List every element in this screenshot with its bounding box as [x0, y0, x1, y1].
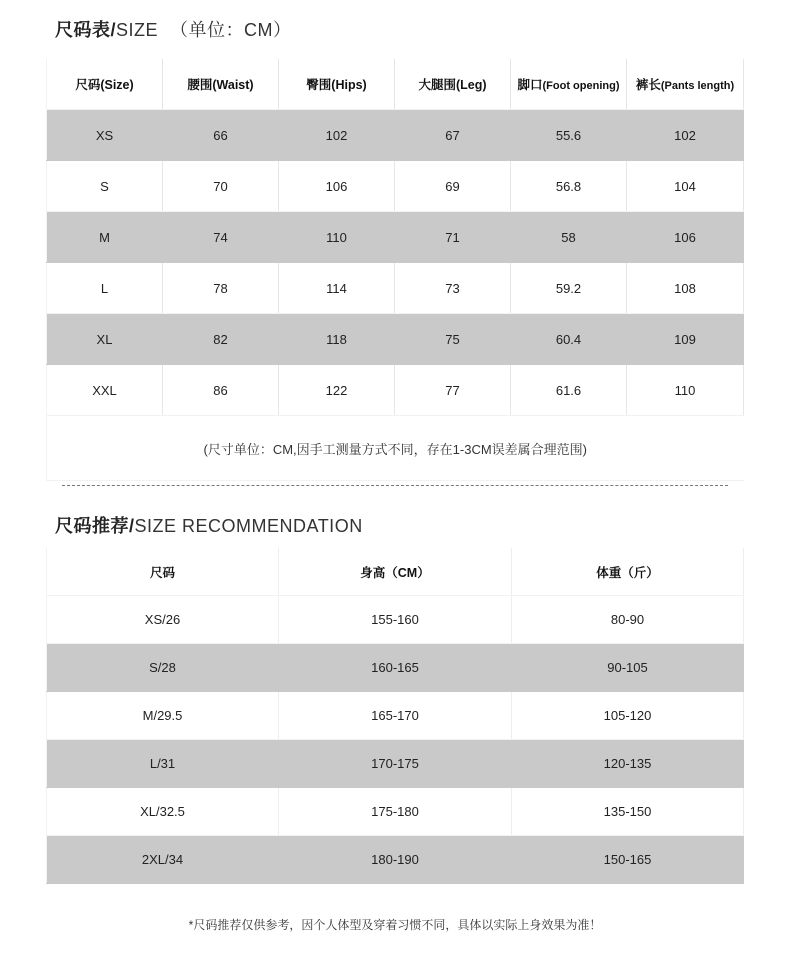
- size-chart-cell: XXL: [47, 365, 163, 416]
- size-chart-row: [47, 212, 744, 263]
- size-chart-cell: 109: [627, 314, 744, 365]
- recommendation-row: [47, 644, 744, 692]
- size-chart-cell: 75: [395, 314, 511, 365]
- size-chart-cell: 74: [163, 212, 279, 263]
- size-chart-cell: 102: [627, 110, 744, 161]
- size-chart-cell: 106: [279, 161, 395, 212]
- size-chart-header-row: [47, 59, 744, 110]
- size-chart-cell: 102: [279, 110, 395, 161]
- recommendation-row: [47, 836, 744, 884]
- recommendation-header-cell: 尺码: [47, 548, 279, 596]
- size-chart-cell: 110: [627, 365, 744, 416]
- size-chart-note: (尺寸单位：CM,因手工测量方式不同，存在1-3CM误差属合理范围): [47, 416, 744, 481]
- size-chart-cell: M: [47, 212, 163, 263]
- size-chart-cell: 86: [163, 365, 279, 416]
- recommendation-heading: [55, 512, 363, 538]
- size-chart-heading: [55, 16, 292, 42]
- recommendation-cell: 180-190: [279, 836, 512, 884]
- size-chart-cell: 110: [279, 212, 395, 263]
- size-chart-cell: 71: [395, 212, 511, 263]
- size-chart-cell: 122: [279, 365, 395, 416]
- section-divider: [62, 485, 728, 486]
- size-chart-cell: 58: [511, 212, 627, 263]
- header-label: 脚口: [517, 78, 543, 92]
- size-chart-cell: 118: [279, 314, 395, 365]
- recommendation-cell: 80-90: [512, 596, 744, 644]
- recommendation-cell: 175-180: [279, 788, 512, 836]
- size-chart-header-cell: [279, 59, 395, 110]
- recommendation-header-cell: 身高（CM）: [279, 548, 512, 596]
- size-chart-cell: 60.4: [511, 314, 627, 365]
- recommendation-cell: 165-170: [279, 692, 512, 740]
- size-chart-cell: 104: [627, 161, 744, 212]
- size-chart-header-cell: [163, 59, 279, 110]
- recommendation-cell: L/31: [47, 740, 279, 788]
- size-chart-row: [47, 263, 744, 314]
- size-chart-header-cell: [627, 59, 744, 110]
- size-chart-header-cell: [511, 59, 627, 110]
- size-chart-cell: 77: [395, 365, 511, 416]
- size-chart-title-cn: 尺码表/: [55, 20, 117, 40]
- size-chart-cell: 73: [395, 263, 511, 314]
- recommendation-cell: 135-150: [512, 788, 744, 836]
- size-chart-title-en: SIZE: [116, 20, 159, 40]
- size-chart-cell: 108: [627, 263, 744, 314]
- recommendation-cell: 120-135: [512, 740, 744, 788]
- size-chart-row: [47, 365, 744, 416]
- size-chart-cell: XL: [47, 314, 163, 365]
- size-chart-cell: 61.6: [511, 365, 627, 416]
- recommendation-row: [47, 596, 744, 644]
- recommendation-row: [47, 692, 744, 740]
- header-label: 大腿围(Leg): [418, 78, 487, 92]
- recommendation-title-en: SIZE RECOMMENDATION: [134, 516, 363, 536]
- recommendation-cell: 150-165: [512, 836, 744, 884]
- footnote: *尺码推荐仅供参考，因个人体型及穿着习惯不同，具体以实际上身效果为准！: [188, 918, 602, 932]
- size-chart-header-cell: [395, 59, 511, 110]
- recommendation-cell: M/29.5: [47, 692, 279, 740]
- recommendation-cell: 2XL/34: [47, 836, 279, 884]
- size-chart-row: [47, 110, 744, 161]
- recommendation-cell: S/28: [47, 644, 279, 692]
- recommendation-cell: XL/32.5: [47, 788, 279, 836]
- header-label: 臀围(Hips): [306, 78, 367, 92]
- size-chart-table: [46, 59, 744, 481]
- size-chart-row: [47, 314, 744, 365]
- header-label: 尺码(Size): [75, 78, 134, 92]
- size-chart-cell: 59.2: [511, 263, 627, 314]
- size-chart-cell: 82: [163, 314, 279, 365]
- header-sublabel: (Pants length): [660, 80, 735, 92]
- recommendation-header-cell: 体重（斤）: [512, 548, 744, 596]
- size-chart-cell: 56.8: [511, 161, 627, 212]
- size-chart-note-row: [47, 416, 744, 481]
- recommendation-title-cn: 尺码推荐/: [55, 516, 135, 536]
- size-chart-cell: 114: [279, 263, 395, 314]
- recommendation-header-row: [47, 548, 744, 596]
- header-label: 腰围(Waist): [187, 78, 254, 92]
- size-chart-cell: S: [47, 161, 163, 212]
- size-chart-unit: （单位：CM）: [170, 20, 292, 40]
- header-sublabel: (Foot opening): [542, 80, 620, 92]
- size-chart-cell: L: [47, 263, 163, 314]
- recommendation-cell: XS/26: [47, 596, 279, 644]
- size-chart-cell: 66: [163, 110, 279, 161]
- size-chart-row: [47, 161, 744, 212]
- recommendation-table: [46, 548, 744, 884]
- size-chart-cell: 78: [163, 263, 279, 314]
- size-chart-cell: XS: [47, 110, 163, 161]
- recommendation-row: [47, 788, 744, 836]
- size-chart-cell: 70: [163, 161, 279, 212]
- header-label: 裤长: [635, 78, 661, 92]
- recommendation-cell: 160-165: [279, 644, 512, 692]
- recommendation-cell: 155-160: [279, 596, 512, 644]
- recommendation-cell: 170-175: [279, 740, 512, 788]
- size-chart-cell: 67: [395, 110, 511, 161]
- recommendation-row: [47, 740, 744, 788]
- size-chart-cell: 106: [627, 212, 744, 263]
- recommendation-cell: 90-105: [512, 644, 744, 692]
- size-chart-header-cell: [47, 59, 163, 110]
- recommendation-cell: 105-120: [512, 692, 744, 740]
- size-chart-cell: 69: [395, 161, 511, 212]
- size-chart-cell: 55.6: [511, 110, 627, 161]
